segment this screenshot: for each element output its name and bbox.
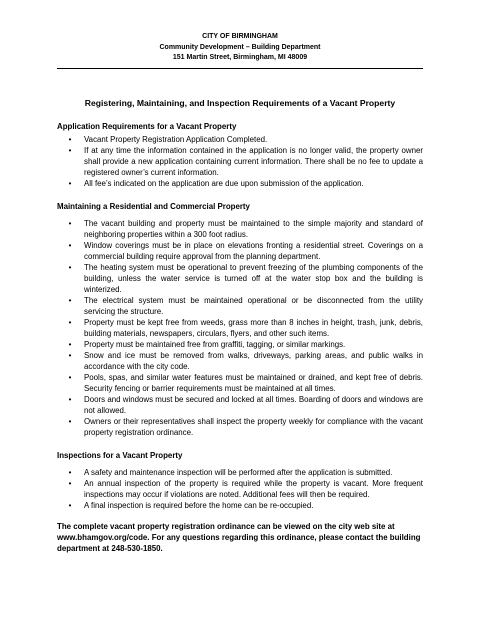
- bullet-icon: •: [68, 262, 72, 272]
- list-item: • All fee’s indicated on the application are due upon submission of the application.: [57, 178, 423, 189]
- application-requirements-list: [57, 134, 423, 189]
- bullet-icon: •: [68, 394, 72, 404]
- bullet-icon: •: [68, 295, 72, 305]
- bullet-icon: •: [68, 178, 72, 188]
- footer-contact-note: The complete vacant property registration ordinance can be viewed on the city web site at www.bhamgov.org/code. For any questions regarding this ordinance, please contact the building department at 248-530-1850.: [57, 521, 421, 553]
- list-item: • An annual inspection of the property is required while the property is vacant. More frequent inspections may occur if violations are noted. Additional fees will then be required.: [57, 478, 423, 500]
- bullet-icon: •: [68, 478, 72, 488]
- bullet-icon: •: [68, 372, 72, 382]
- bullet-icon: •: [68, 350, 72, 360]
- document-title: Registering, Maintaining, and Inspection Requirements of a Vacant Property: [84, 97, 396, 108]
- header-divider: [57, 68, 423, 69]
- list-item: • Window coverings must be in place on elevations fronting a residential street. Coverings on a commercial building require approval from the planning department.: [57, 240, 423, 262]
- list-item: • Vacant Property Registration Application Completed.: [57, 134, 423, 145]
- list-item: • The vacant building and property must be maintained to the simple majority and standard of neighboring properties within a 300 foot radius.: [57, 218, 423, 240]
- list-item: • Property must be kept free from weeds, grass more than 8 inches in height, trash, junk, debris, building materials, newspapers, circulars, flyers, and other such items.: [57, 317, 423, 339]
- bullet-icon: •: [68, 339, 72, 349]
- bullet-icon: •: [68, 218, 72, 228]
- list-item: • Pools, spas, and similar water features must be maintained or drained, and kept free of debris. Security fencing or barrier requirements must be maintained at all times.: [57, 372, 423, 394]
- list-item: • If at any time the information contained in the application is no longer valid, the property owner shall provide a new application containing current information. There shall be no fee to update a registered owner’s current information.: [57, 145, 423, 178]
- list-item: • Doors and windows must be secured and locked at all times. Boarding of doors and windows are not allowed.: [57, 394, 423, 416]
- bullet-icon: •: [68, 317, 72, 327]
- list-item: • A safety and maintenance inspection will be performed after the application is submitted.: [57, 467, 423, 478]
- bullet-icon: •: [68, 416, 72, 426]
- list-item: • Property must be maintained free from graffiti, tagging, or similar markings.: [57, 339, 423, 350]
- maintaining-requirements-list: [57, 218, 423, 438]
- list-item: • Snow and ice must be removed from walks, driveways, parking areas, and public walks in accordance with the city code.: [57, 350, 423, 372]
- letterhead-address: 151 Martin Street, Birmingham, MI 48009: [172, 54, 308, 61]
- list-item: • The electrical system must be maintained operational or be disconnected from the utility servicing the structure.: [57, 295, 423, 317]
- bullet-icon: •: [68, 134, 72, 144]
- list-item: • The heating system must be operational to prevent freezing of the plumbing components of the building, unless the water service is turned off at the water stop box and the building is winterized.: [57, 262, 423, 295]
- section-heading-application: Application Requirements for a Vacant Property: [57, 121, 237, 131]
- list-item: • A final inspection is required before the home can be re-occupied.: [57, 500, 423, 511]
- bullet-icon: •: [68, 500, 72, 510]
- bullet-icon: •: [68, 467, 72, 477]
- letterhead-city: CITY OF BIRMINGHAM: [202, 33, 278, 40]
- letterhead-department: Community Development – Building Department: [159, 43, 321, 51]
- bullet-icon: •: [68, 145, 72, 155]
- section-heading-inspections: Inspections for a Vacant Property: [57, 450, 183, 460]
- inspections-list: [57, 467, 423, 511]
- bullet-icon: •: [68, 240, 72, 250]
- list-item: • Owners or their representatives shall inspect the property weekly for compliance with the vacant property registration ordinance.: [57, 416, 423, 438]
- letterhead: [57, 0, 423, 64]
- section-heading-maintaining: Maintaining a Residential and Commercial Property: [57, 201, 250, 211]
